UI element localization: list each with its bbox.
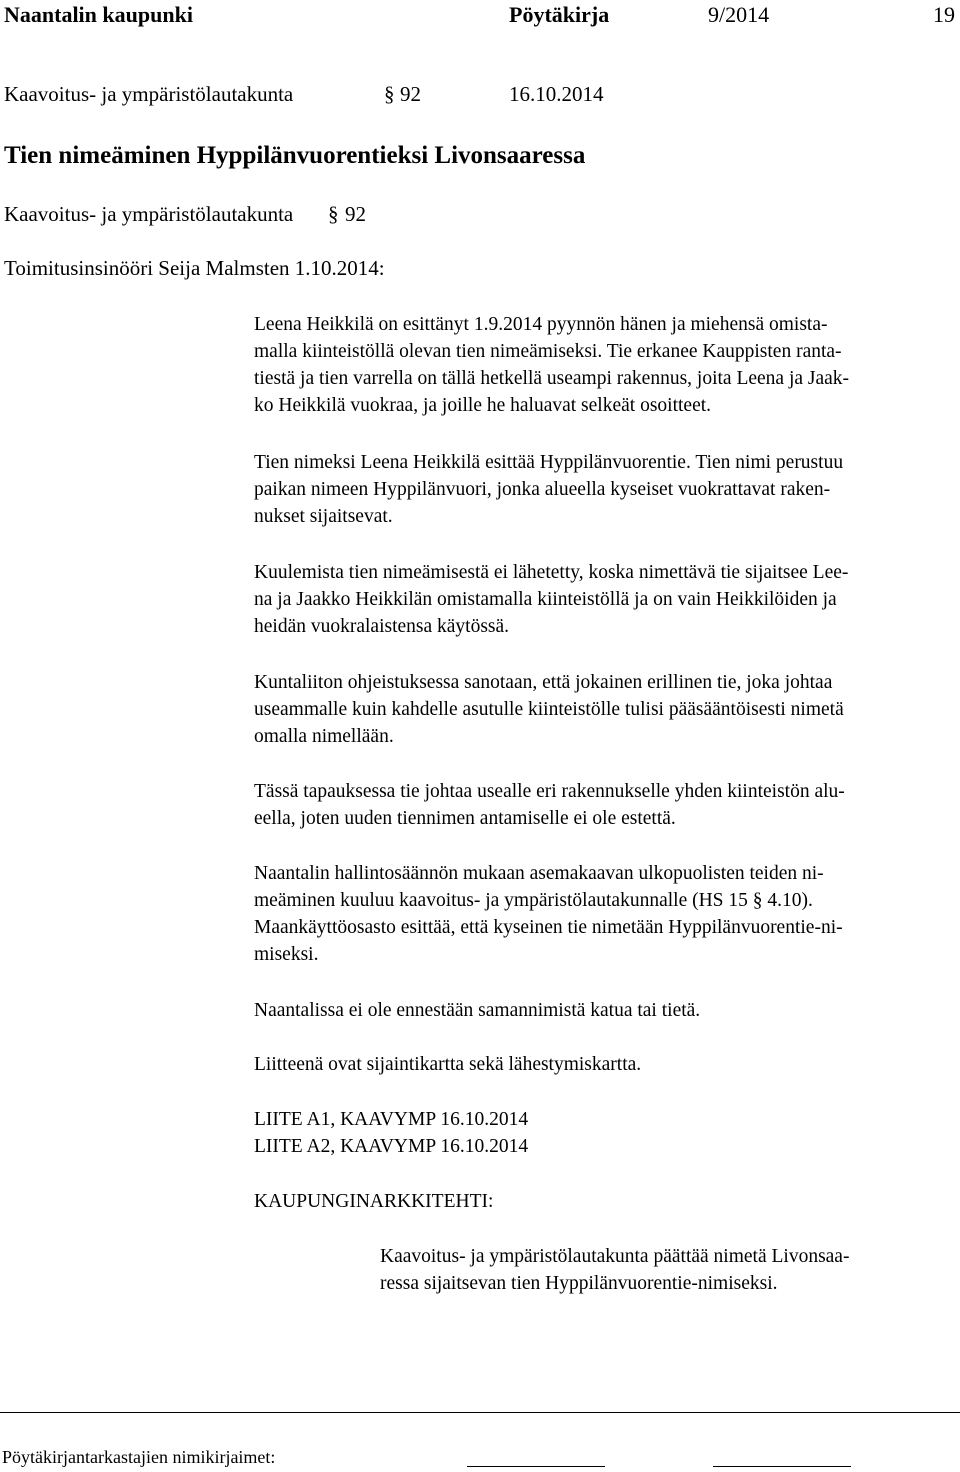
- meeting-committee: Kaavoitus- ja ympäristölautakunta: [4, 82, 294, 106]
- paragraph-name-proposal: [254, 449, 958, 530]
- text-line: Liitteenä ovat sijaintikartta sekä lähestymiskartta.: [254, 1054, 642, 1075]
- paragraph-attachments-note: [254, 1051, 958, 1078]
- item-section: 92: [345, 202, 366, 226]
- text-line: paikan nimeen Hyppilänvuori, jonka alueella kyseiset vuokrattavat raken-: [254, 479, 831, 500]
- text-line: Tien nimeksi Leena Heikkilä esittää Hyppilänvuorentie. Tien nimi perustuu: [254, 452, 844, 473]
- header-page-number: 19: [933, 2, 955, 27]
- proposer-label: [254, 1188, 958, 1215]
- item-preparer: Toimitusinsinööri Seija Malmsten 1.10.2014:: [4, 256, 385, 280]
- paragraph-uniqueness: [254, 997, 958, 1024]
- footer-divider: [0, 1412, 960, 1413]
- signature-line-1: [467, 1466, 605, 1467]
- header-city: Naantalin kaupunki: [4, 2, 193, 27]
- text-line: KAUPUNGINARKKITEHTI:: [254, 1191, 494, 1212]
- text-line: malla kiinteistöllä olevan tien nimeämiseksi. Tie erkanee Kauppisten ranta-: [254, 341, 842, 362]
- item-title: Tien nimeäminen Hyppilänvuorentieksi Livonsaaressa: [4, 142, 586, 169]
- text-line: na ja Jaakko Heikkilän omistamalla kiinteistöllä ja on vain Heikkilöiden ja: [254, 589, 837, 610]
- text-segment: 4.10).: [762, 890, 813, 911]
- signature-line-2: [713, 1466, 851, 1467]
- paragraph-guideline: [254, 669, 958, 750]
- decision-proposal: [380, 1243, 958, 1297]
- paragraph-request: [254, 311, 958, 419]
- text-line: eella, joten uuden tiennimen antamiselle ei ole estettä.: [254, 808, 676, 829]
- meeting-section-mark: §: [384, 82, 395, 106]
- paragraph-hearing: [254, 559, 958, 640]
- text-line: Kaavoitus- ja ympäristölautakunta päättää nimetä Livonsaa-: [380, 1246, 850, 1267]
- text-line: Tässä tapauksessa tie johtaa usealle eri rakennukselle yhden kiinteistön alu-: [254, 781, 845, 802]
- text-line: omalla nimellään.: [254, 726, 394, 747]
- text-segment: meäminen kuuluu kaavoitus- ja ympäristölautakunnalle (HS 15: [254, 890, 753, 911]
- text-line: Kuulemista tien nimeämisestä ei lähetetty, koska nimettävä tie sijaitsee Lee-: [254, 562, 849, 583]
- item-section-mark: §: [328, 202, 339, 226]
- footer-signature-label: Pöytäkirjantarkastajien nimikirjaimet:: [2, 1447, 276, 1467]
- text-line: Naantalissa ei ole ennestään samannimistä katua tai tietä.: [254, 1000, 701, 1021]
- paragraph-administration: [254, 860, 958, 968]
- text-line: Naantalin hallintosäännön mukaan asemakaavan ulkopuolisten teiden ni-: [254, 863, 824, 884]
- header-doc-number: 9/2014: [708, 2, 770, 27]
- paragraph-case: [254, 778, 958, 832]
- text-line: ressa sijaitsevan tien Hyppilänvuorentie-nimiseksi.: [380, 1273, 778, 1294]
- text-line: heidän vuokralaistensa käytössä.: [254, 616, 510, 637]
- text-line: Kuntaliiton ohjeistuksessa sanotaan, että jokainen erillinen tie, joka johtaa: [254, 672, 833, 693]
- text-line: useammalle kuin kahdelle asutulle kiinteistölle tulisi pääsääntöisesti nimetä: [254, 699, 844, 720]
- text-line: tiestä ja tien varrella on tällä hetkellä useampi rakennus, joita Leena ja Jaak-: [254, 368, 850, 389]
- item-committee: Kaavoitus- ja ympäristölautakunta: [4, 202, 294, 226]
- attachment-item: LIITE A1, KAAVYMP 16.10.2014: [254, 1109, 529, 1130]
- meeting-date: 16.10.2014: [509, 82, 604, 106]
- meeting-section: 92: [400, 82, 421, 106]
- text-line: Leena Heikkilä on esittänyt 1.9.2014 pyynnön hänen ja miehensä omista-: [254, 314, 828, 335]
- text-line: miseksi.: [254, 944, 319, 965]
- text-line: ko Heikkilä vuokraa, ja joille he haluavat selkeät osoitteet.: [254, 395, 712, 416]
- attachment-item: LIITE A2, KAAVYMP 16.10.2014: [254, 1136, 529, 1157]
- text-line: nukset sijaitsevat.: [254, 506, 393, 527]
- text-line: [254, 887, 958, 914]
- attachments-list: [254, 1106, 958, 1160]
- header-doc-type: Pöytäkirja: [509, 2, 610, 27]
- text-line: Maankäyttöosasto esittää, että kyseinen tie nimetään Hyppilänvuorentie-ni-: [254, 917, 843, 938]
- section-mark: §: [752, 890, 763, 911]
